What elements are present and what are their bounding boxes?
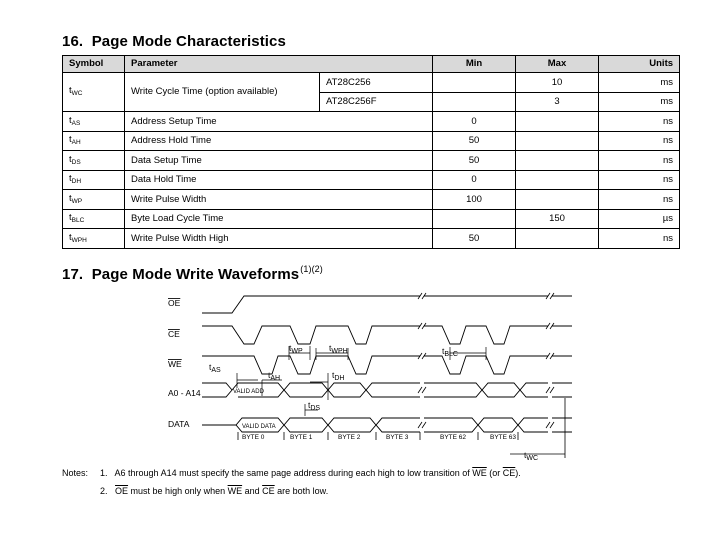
ce-signal-ref: $\overline{CE}$ — [502, 468, 516, 478]
max-cell: 150 — [516, 209, 599, 229]
min-cell: 0 — [433, 112, 516, 132]
we-signal-label: WE — [168, 359, 182, 369]
parameter-cell: Write Pulse Width — [125, 190, 433, 210]
byte-label: BYTE 3 — [386, 434, 409, 441]
symbol-sub: DS — [71, 158, 81, 166]
section-number: 16. — [62, 33, 84, 50]
parameter-cell: Write Pulse Width High — [125, 229, 433, 249]
oe-signal-ref: $\overline{OE}$ — [115, 486, 129, 496]
symbol-sub: AH — [71, 139, 81, 146]
header-symbol: Symbol — [63, 56, 125, 73]
units-cell: ns — [599, 151, 680, 171]
tds-label: $t_{DS}$ — [308, 400, 321, 412]
symbol-main: t — [69, 173, 72, 184]
max-cell: 3 — [516, 92, 599, 112]
note-text: must be high only when — [128, 486, 228, 496]
units-cell: µs — [599, 209, 680, 229]
byte-label: BYTE 2 — [338, 434, 361, 441]
footnote-refs: (1)(2) — [300, 264, 323, 274]
units-cell: ns — [599, 229, 680, 249]
min-cell: 50 — [433, 229, 516, 249]
tdh-label: $t_{DH}$ — [332, 370, 345, 382]
symbol-sub: WC — [71, 90, 83, 98]
symbol-sub: DH — [71, 178, 82, 185]
units-cell: ns — [599, 190, 680, 210]
symbol-sub: WP — [71, 197, 83, 205]
parameter-cell: Address Setup Time — [125, 112, 433, 132]
device-cell: AT28C256F — [320, 92, 433, 112]
oe-waveform — [202, 296, 572, 313]
min-cell: 50 — [433, 151, 516, 171]
units-cell: ms — [599, 73, 680, 93]
symbol-sub: AS — [71, 119, 81, 127]
parameter-cell: Data Setup Time — [125, 151, 433, 171]
note-1 — [100, 468, 521, 478]
time-break-marks — [418, 293, 554, 428]
units-cell: ns — [599, 112, 680, 132]
symbol-sub: WPH — [71, 236, 87, 244]
device-cell: AT28C256 — [320, 73, 433, 93]
units-cell: ns — [599, 170, 680, 190]
parameter-cell: Byte Load Cycle Time — [125, 209, 433, 229]
symbol-main: t — [69, 85, 72, 97]
header-max: Max — [516, 56, 599, 73]
oe-signal-label: OE — [168, 298, 181, 308]
ce-signal-label: CE — [168, 329, 180, 339]
note-text: and — [242, 486, 263, 496]
we-waveform — [202, 356, 572, 374]
symbol-main: t — [69, 192, 72, 204]
symbol-main: t — [69, 153, 72, 165]
note-text: A6 through A14 must specify the same page address during each high to low transition of — [114, 468, 473, 478]
section-number: 17. — [62, 266, 84, 283]
parameter-cell: Write Cycle Time (option available) — [125, 73, 320, 112]
header-units: Units — [599, 56, 680, 73]
byte-label: BYTE 63 — [490, 434, 517, 441]
parameter-cell: Data Hold Time — [125, 170, 433, 190]
section-title: Page Mode Write Waveforms — [91, 266, 300, 283]
symbol-sub: BLC — [71, 217, 85, 224]
tblc-label: $t_{BLC}$ — [442, 346, 458, 358]
ce-signal-ref: $\overline{CE}$ — [262, 486, 275, 496]
header-min: Min — [433, 56, 516, 73]
min-cell: 0 — [433, 170, 516, 190]
address-signal-label: A0 - A14 — [168, 388, 201, 398]
max-cell: 10 — [516, 73, 599, 93]
byte-label: BYTE 0 — [242, 434, 265, 441]
twph-label: $t_{WPH}$ — [329, 343, 348, 355]
tah-label: $t_{AH}$ — [268, 370, 281, 382]
symbol-main: t — [69, 212, 72, 223]
note-2 — [100, 486, 328, 496]
section-title: Page Mode Characteristics — [91, 33, 286, 50]
symbol-main: t — [69, 134, 72, 145]
twc-label: $t_{WC}$ — [524, 450, 539, 462]
note-number: 1. — [100, 468, 108, 478]
min-cell: 100 — [433, 190, 516, 210]
valid-address-label: VALID ADD — [233, 389, 264, 395]
note-text: ). — [515, 468, 521, 478]
data-signal-label: DATA — [168, 419, 190, 429]
we-signal-ref: $\overline{WE}$ — [227, 486, 243, 496]
notes-label: Notes: — [62, 468, 89, 478]
byte-label: BYTE 1 — [290, 434, 313, 441]
byte-label: BYTE 62 — [440, 434, 467, 441]
min-cell: 50 — [433, 131, 516, 151]
we-signal-ref: $\overline{WE}$ — [472, 468, 487, 478]
note-number: 2. — [100, 486, 108, 496]
note-text: are both low. — [274, 486, 329, 496]
ce-waveform — [202, 326, 572, 344]
units-cell: ms — [599, 92, 680, 112]
twp-label: $t_{WP}$ — [289, 343, 303, 355]
parameter-cell: Address Hold Time — [125, 131, 433, 151]
tas-label: $t_{AS}$ — [209, 362, 221, 374]
symbol-main: t — [69, 231, 72, 243]
header-parameter: Parameter — [125, 56, 433, 73]
note-text: (or — [486, 468, 503, 478]
symbol-main: t — [69, 114, 72, 126]
valid-data-label: VALID DATA — [242, 424, 276, 430]
units-cell: ns — [599, 131, 680, 151]
